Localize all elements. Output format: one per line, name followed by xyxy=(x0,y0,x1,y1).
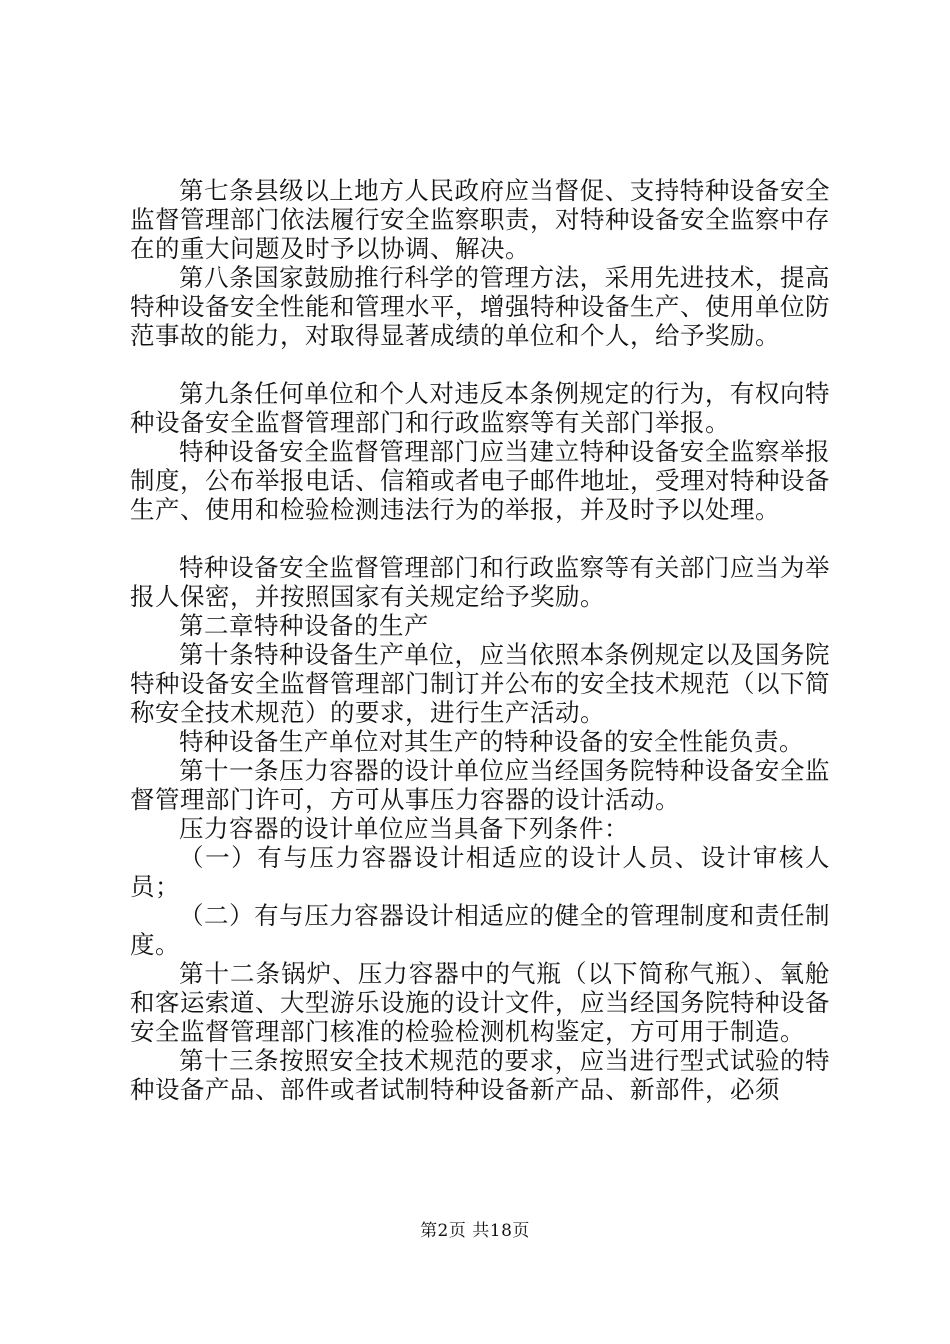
paragraph-design-conditions: 压力容器的设计单位应当具备下列条件： xyxy=(179,814,629,843)
page-number-footer: 第2页 共18页 xyxy=(420,1221,530,1241)
paragraph-article-9: 第九条任何单位和个人对违反本条例规定的行为，有权向特种设备安全监督管理部门和行政监察等有关部门举报。 xyxy=(130,379,830,437)
list-item-condition-2: （二）有与压力容器设计相适应的健全的管理制度和责任制度。 xyxy=(130,901,830,959)
paragraph-article-8: 第八条国家鼓励推行科学的管理方法，采用先进技术，提高特种设备安全性能和管理水平，增强特种设备生产、使用单位防范事故的能力，对取得显著成绩的单位和个人，给予奖励。 xyxy=(130,263,830,350)
paragraph-article-12: 第十二条锅炉、压力容器中的气瓶（以下简称气瓶）、氧舱和客运索道、大型游乐设施的设计文件，应当经国务院特种设备安全监督管理部门核准的检验检测机构鉴定，方可用于制造。 xyxy=(130,959,830,1046)
paragraph-article-11: 第十一条压力容器的设计单位应当经国务院特种设备安全监督管理部门许可，方可从事压力容器的设计活动。 xyxy=(130,756,830,814)
paragraph-producer-responsibility: 特种设备生产单位对其生产的特种设备的安全性能负责。 xyxy=(179,727,804,756)
list-item-condition-1: （一）有与压力容器设计相适应的设计人员、设计审核人员； xyxy=(130,843,830,901)
paragraph-article-10: 第十条特种设备生产单位，应当依照本条例规定以及国务院特种设备安全监督管理部门制订并公布的安全技术规范（以下简称安全技术规范）的要求，进行生产活动。 xyxy=(130,640,830,727)
document-body xyxy=(130,176,830,1104)
paragraph-article-7: 第七条县级以上地方人民政府应当督促、支持特种设备安全监督管理部门依法履行安全监察职责，对特种设备安全监察中存在的重大问题及时予以协调、解决。 xyxy=(130,176,830,263)
paragraph-report-system: 特种设备安全监督管理部门应当建立特种设备安全监察举报制度，公布举报电话、信箱或者电子邮件地址，受理对特种设备生产、使用和检验检测违法行为的举报，并及时予以处理。 xyxy=(130,437,830,524)
paragraph-confidentiality: 特种设备安全监督管理部门和行政监察等有关部门应当为举报人保密，并按照国家有关规定给予奖励。 xyxy=(130,553,830,611)
paragraph-article-13: 第十三条按照安全技术规范的要求，应当进行型式试验的特种设备产品、部件或者试制特种设备新产品、新部件，必须 xyxy=(130,1046,830,1104)
paragraph-spacer xyxy=(130,350,830,379)
chapter-heading: 第二章特种设备的生产 xyxy=(179,611,429,640)
paragraph-spacer xyxy=(130,524,830,553)
